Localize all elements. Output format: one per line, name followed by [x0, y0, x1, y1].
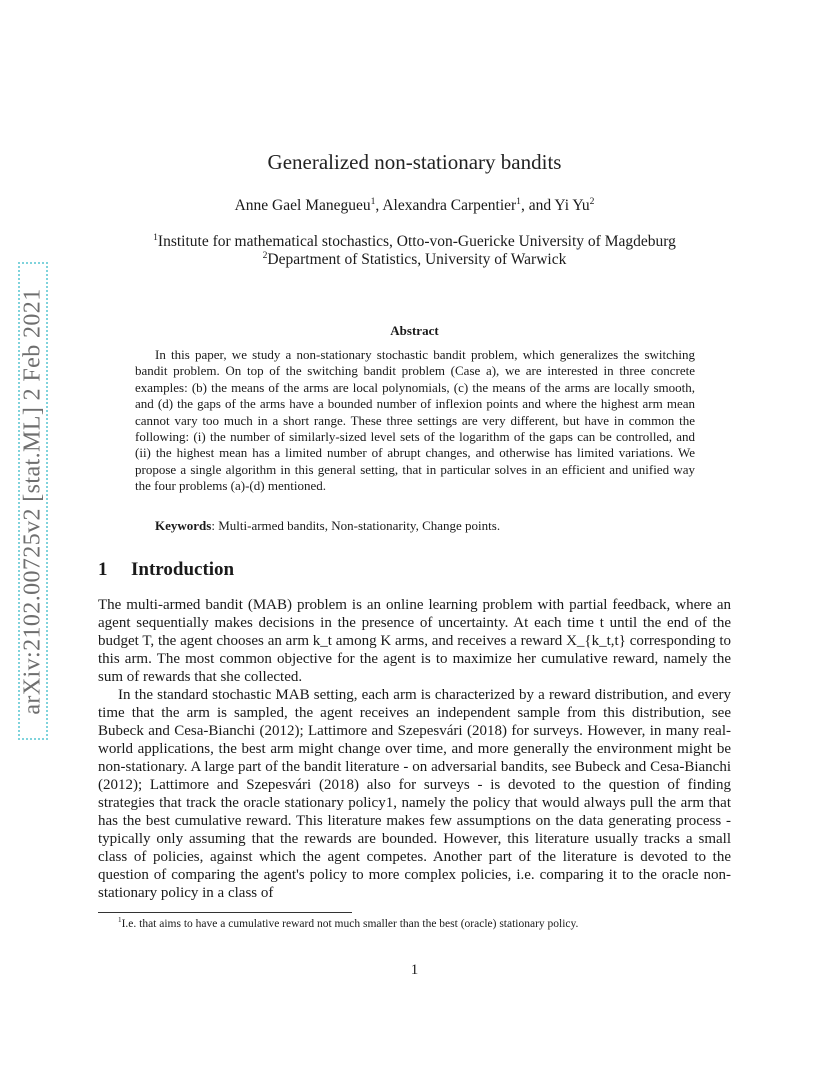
keywords-label: Keywords [155, 518, 212, 533]
author-name: Yi Yu [554, 197, 590, 214]
affiliation-2 [98, 251, 731, 269]
author-affil-mark: 1 [516, 195, 521, 207]
intro-paragraph-2: In the standard stochastic MAB setting, each arm is characterized by a reward distribution, and every time that the arm is sampled, the agent receives an independent sample from this distribution, see Bubeck and Cesa-Bianchi (2012); Lattimore and Szepesvári (2018) for surveys. However, in many real-world applications, the best arm might change over time, and more generally the environment might be non-stationary. A large part of the bandit literature - on adversarial bandits, see Bubeck and Cesa-Bianchi (2012); Lattimore and Szepesvári (2018) also for surveys - is devoted to the question of finding strategies that track the oracle stationary policy1, namely the policy that would always pull the arm that has the best cumulative reward. This literature makes few assumptions on the data generating process - typically only assuming that the rewards are bounded. However, this literature usually tracks a small class of policies, against which the agent competes. Another part of the literature is devoted to the question of comparing the agent's policy to more complex policies, i.e. comparing it to the oracle non-stationary policy in a class of [98, 687, 731, 901]
affil-text: Department of Statistics, University of Warwick [267, 251, 567, 268]
keywords-line: Keywords: Multi-armed bandits, Non-stationarity, Change points. [155, 518, 501, 533]
author-separator: , and [520, 197, 555, 214]
affil-text: Institute for mathematical stochastics, Otto-von-Guericke University of Magdeburg [157, 233, 676, 250]
footnote [118, 918, 578, 930]
abstract-text: In this paper, we study a non-stationary stochastic bandit problem, which generalizes the switching bandit problem. On top of the switching bandit problem (Case a), we are interested in three concrete examples: (b) the means of the arms are local polynomials, (c) the means of the arms are locally smooth, and (d) the gaps of the arms have a bounded number of inflexion points and where the highest arm mean cannot vary too much in a short range. These three settings are very different, but have in common the following: (i) the number of similarly-sized level sets of the logarithm of the gaps can be controlled, and (ii) the highest mean has a limited number of abrupt changes, and otherwise has limited variations. We propose a single algorithm in this general setting, that in particular solves in an efficient and unified way the four problems (a)-(d) mentioned. [135, 347, 695, 494]
author-name: Alexandra Carpentier [382, 197, 517, 214]
section-number: 1 [98, 559, 108, 580]
affil-mark: 2 [262, 249, 268, 261]
arxiv-identifier-stamp [18, 262, 48, 740]
affil-mark: 1 [153, 231, 158, 243]
section-heading [98, 559, 234, 581]
footnote-rule [98, 912, 352, 913]
footnote-text: I.e. that aims to have a cumulative reward not much smaller than the best (oracle) stationary policy. [121, 918, 579, 930]
abstract-body [135, 347, 695, 495]
intro-body [98, 596, 731, 902]
section-title: Introduction [131, 559, 235, 580]
author-name: Anne Gael Manegueu [234, 197, 371, 214]
affiliation-1 [98, 233, 731, 251]
intro-paragraph-1: The multi-armed bandit (MAB) problem is an online learning problem with partial feedback, where an agent sequentially makes decisions in the presence of uncertainty. At each time t until the end of the budget T, the agent chooses an arm k_t among K arms, and receives a reward X_{k_t,t} corresponding to this arm. The most common objective for the agent is to maximize her cumulative reward, namely the sum of rewards that she collected. [98, 597, 731, 685]
author-affil-mark: 2 [589, 195, 595, 207]
paper-title: Generalized non-stationary bandits [267, 150, 562, 174]
keywords-text: Multi-armed bandits, Non-stationarity, Change points. [218, 518, 501, 533]
page-number: 1 [410, 962, 419, 978]
footnote-mark: 1 [118, 916, 122, 925]
abstract-heading: Abstract [390, 323, 439, 338]
author-separator: , [375, 197, 383, 214]
author-list [98, 197, 731, 215]
author-affil-mark: 1 [370, 195, 376, 207]
arxiv-identifier-text: arXiv:2102.00725v2 [stat.ML] 2 Feb 2021 [19, 287, 46, 715]
